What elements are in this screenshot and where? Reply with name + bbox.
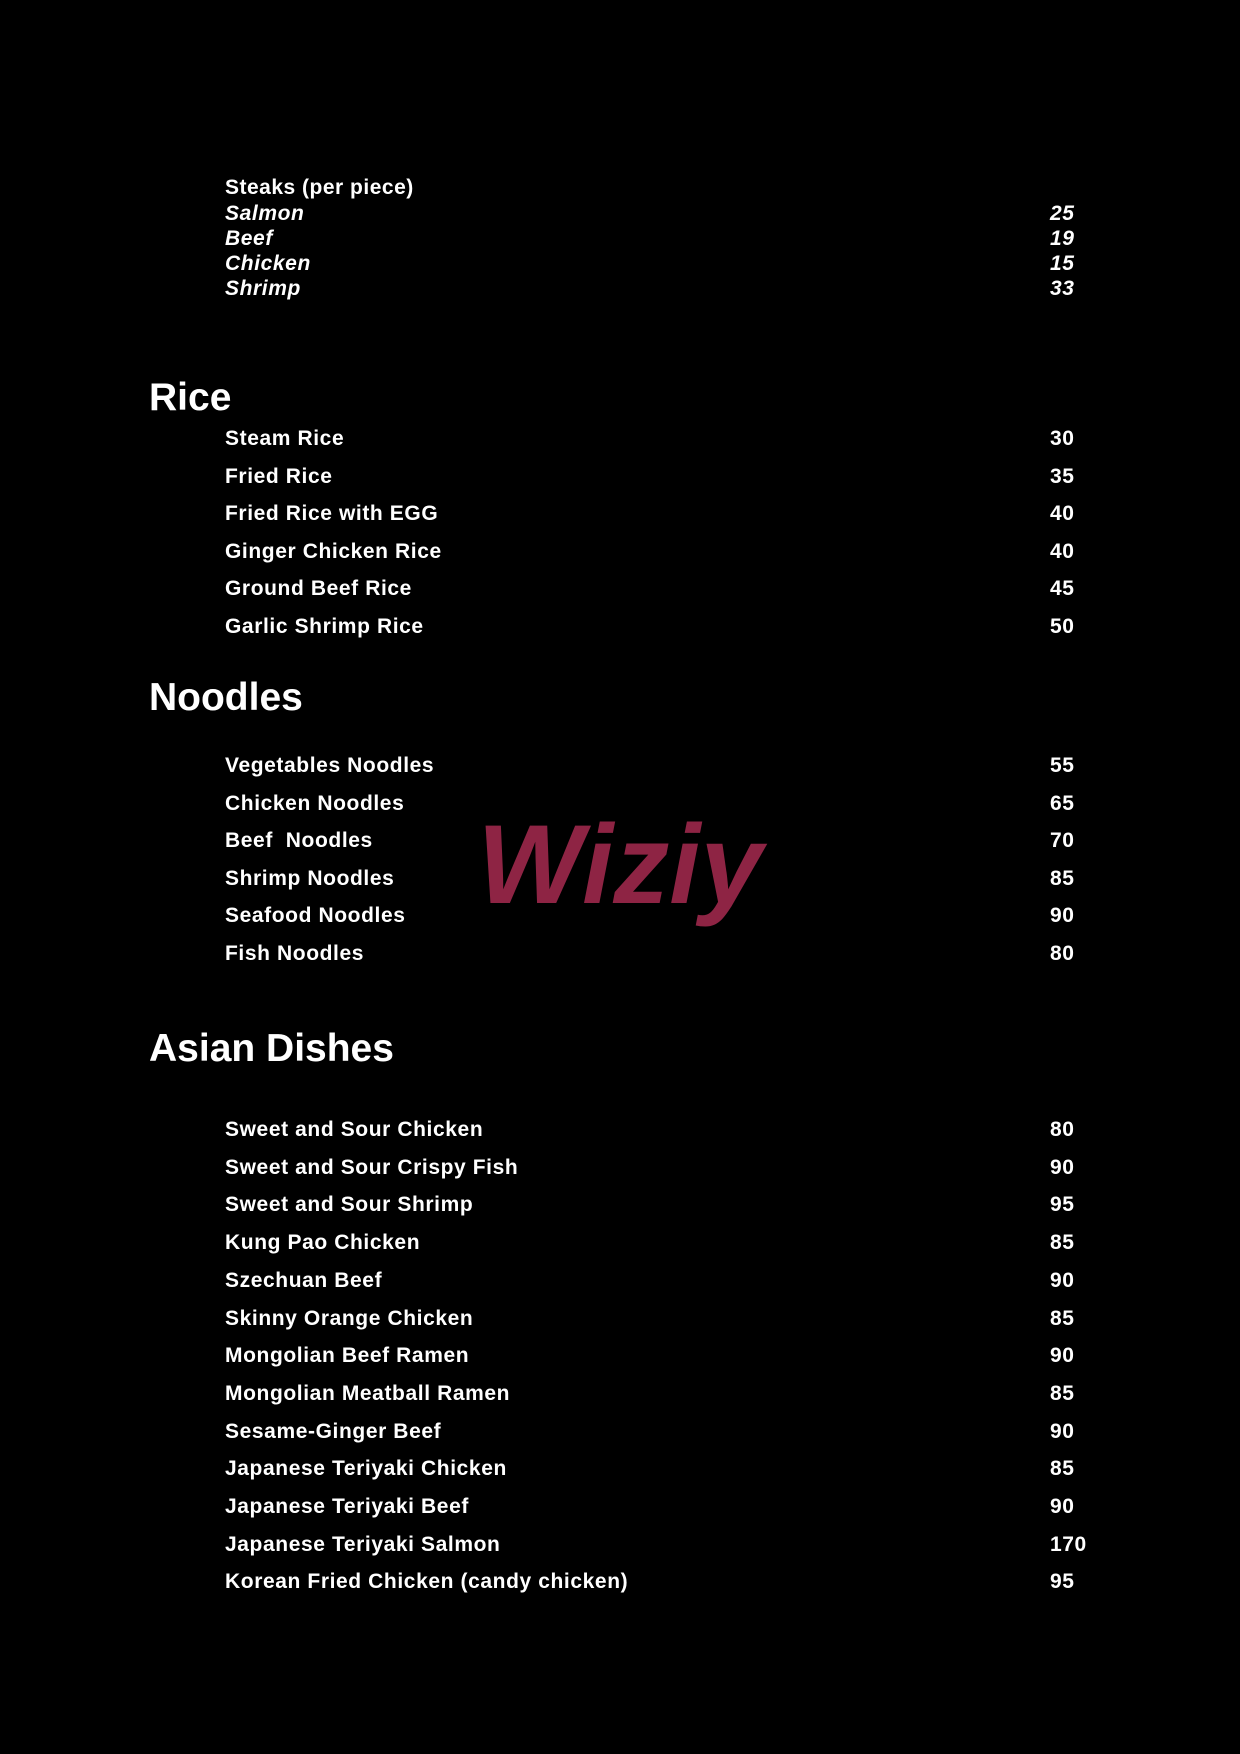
item-price: 90: [1050, 1495, 1075, 1518]
item-name: Chicken: [225, 252, 311, 275]
item-name: Chicken Noodles: [225, 791, 405, 815]
item-name: Skinny Orange Chicken: [225, 1306, 474, 1330]
item-price: 90: [1050, 1344, 1075, 1368]
item-name: Fried Rice with EGG: [225, 502, 439, 526]
item-name: Mongolian Meatball Ramen: [225, 1381, 511, 1405]
item-name: Sweet and Sour Shrimp: [225, 1193, 474, 1217]
item-name: Korean Fried Chicken (candy chicken): [225, 1570, 629, 1594]
watermark-logo: [465, 800, 775, 945]
item-price: 25: [1050, 202, 1075, 225]
item-name: Salmon: [225, 202, 305, 225]
item-price: 35: [1050, 464, 1075, 488]
item-name: Seafood Noodles: [225, 904, 406, 928]
item-price: 65: [1050, 791, 1075, 815]
item-name: Kung Pao Chicken: [225, 1231, 421, 1255]
item-price: 33: [1050, 277, 1075, 300]
item-price: 85: [1050, 1306, 1075, 1330]
item-name: Szechuan Beef: [225, 1268, 383, 1292]
item-name: Mongolian Beef Ramen: [225, 1344, 470, 1368]
item-price: 90: [1050, 1419, 1075, 1443]
item-price: 15: [1050, 252, 1075, 275]
item-price: 85: [1050, 1381, 1075, 1405]
item-price: 85: [1050, 1231, 1075, 1255]
item-price: 90: [1050, 1268, 1075, 1292]
section-title-noodles: Noodles: [149, 676, 303, 719]
item-name: Garlic Shrimp Rice: [225, 615, 424, 638]
item-name: Japanese Teriyaki Chicken: [225, 1457, 507, 1481]
section-title-asian-dishes: Asian Dishes: [149, 1027, 394, 1070]
item-name: Japanese Teriyaki Salmon: [225, 1532, 501, 1556]
item-price: 95: [1050, 1193, 1075, 1217]
item-name: Shrimp Noodles: [225, 866, 395, 890]
item-price: 90: [1050, 1155, 1075, 1179]
steaks-heading: Steaks (per piece): [225, 176, 414, 199]
item-price: 30: [1050, 427, 1075, 450]
item-price: 55: [1050, 754, 1075, 777]
item-price: 40: [1050, 502, 1075, 526]
item-price: 19: [1050, 227, 1075, 250]
item-name: Sesame-Ginger Beef: [225, 1419, 442, 1443]
item-price: 80: [1050, 1118, 1075, 1141]
item-name: Ground Beef Rice: [225, 577, 412, 601]
item-price: 80: [1050, 942, 1075, 965]
item-name: Sweet and Sour Chicken: [225, 1118, 484, 1141]
item-price: 170: [1050, 1532, 1087, 1556]
item-name: Fish Noodles: [225, 942, 365, 965]
item-name: Fried Rice: [225, 464, 333, 488]
item-price: 90: [1050, 904, 1075, 928]
item-price: 85: [1050, 866, 1075, 890]
item-price: 50: [1050, 615, 1075, 638]
item-name: Shrimp: [225, 277, 301, 300]
item-price: 85: [1050, 1457, 1075, 1481]
item-name: Japanese Teriyaki Beef: [225, 1495, 469, 1518]
item-price: 40: [1050, 539, 1075, 563]
item-name: Steam Rice: [225, 427, 345, 450]
item-price: 70: [1050, 829, 1075, 853]
item-price: 95: [1050, 1570, 1075, 1594]
item-name: Ginger Chicken Rice: [225, 539, 442, 563]
item-name: Sweet and Sour Crispy Fish: [225, 1155, 519, 1179]
item-price: 45: [1050, 577, 1075, 601]
item-name: Beef Noodles: [225, 829, 373, 853]
item-name: Vegetables Noodles: [225, 754, 435, 777]
watermark-text: Wiziy: [477, 802, 763, 927]
section-title-rice: Rice: [149, 376, 232, 419]
item-name: Beef: [225, 227, 273, 250]
